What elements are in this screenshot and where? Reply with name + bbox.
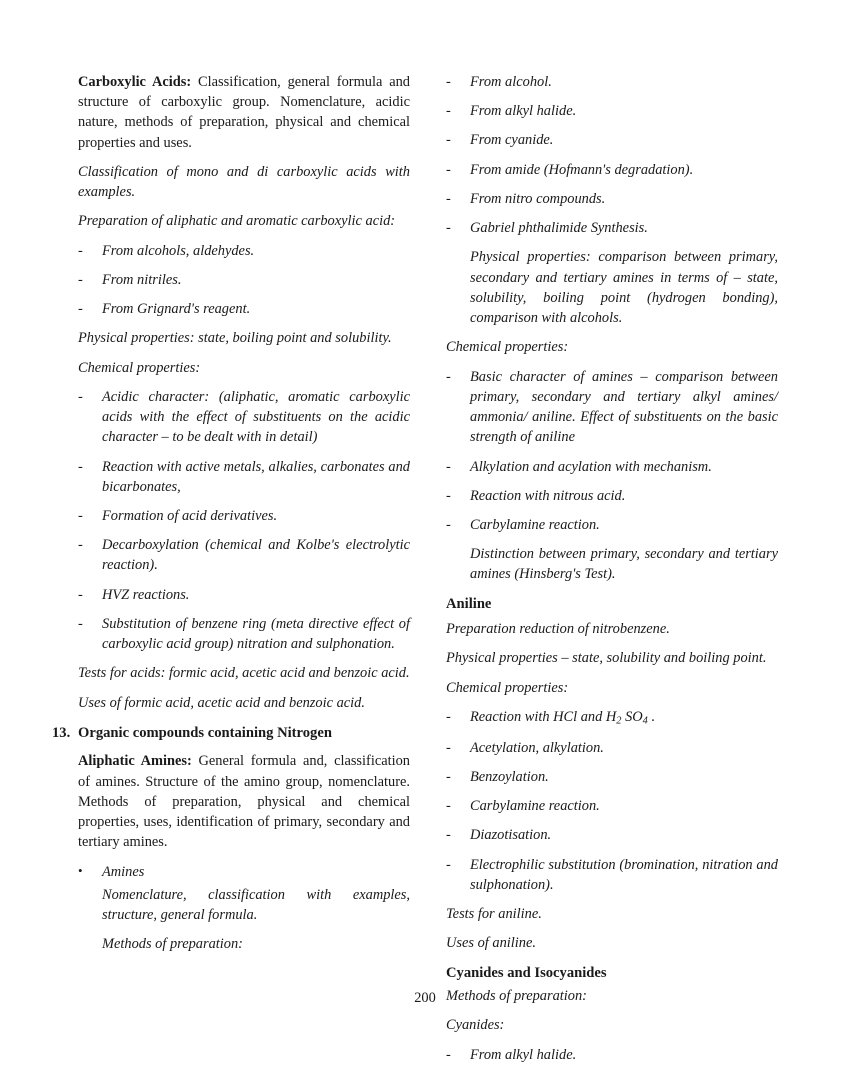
amines-distinction: Distinction between primary, secondary and tertiary amines (Hinsberg's Test). xyxy=(470,546,778,583)
cyanides-subheading: Cyanides: xyxy=(446,1017,505,1034)
list-item xyxy=(446,160,778,180)
dash-icon: - xyxy=(446,458,451,475)
section-13-heading xyxy=(52,723,410,744)
section-number: 13. xyxy=(52,724,71,741)
list-item xyxy=(446,738,778,758)
dash-icon: - xyxy=(78,586,83,603)
list-item-label: From Grignard's reagent. xyxy=(102,301,251,318)
page-number: 200 xyxy=(414,990,436,1006)
dash-icon: - xyxy=(446,190,451,207)
dash-icon: - xyxy=(446,708,451,725)
aliphatic-amines-body: General formula and, classification of amines. Structure of the amino group, nomenclature. Methods of preparation, physical and chemical properties, uses, identification of primary, secondary and tertiary amines. xyxy=(78,753,410,851)
dash-icon: - xyxy=(446,132,451,149)
list-item xyxy=(446,855,778,895)
list-item xyxy=(78,299,410,319)
list-item xyxy=(446,1045,778,1065)
dash-icon: - xyxy=(446,220,451,237)
list-item-label: Acidic character: (aliphatic, aromatic carboxylic acids with the effect of substituents on the acidic character – to be dealt with in detail) xyxy=(102,388,410,446)
carboxylic-preparation-header: Preparation of aliphatic and aromatic carboxylic acid: xyxy=(78,213,396,230)
list-item-label xyxy=(470,707,778,729)
list-item-label: From alcohol. xyxy=(470,74,552,90)
carboxylic-classification: Classification of mono and di carboxylic acids with examples. xyxy=(78,163,410,201)
left-column xyxy=(52,72,410,972)
list-item-label: Reaction with nitrous acid. xyxy=(470,487,626,504)
carboxylic-physical-properties: Physical properties: state, boiling point and solubility. xyxy=(78,330,392,347)
subscript-4: 4 xyxy=(642,715,648,727)
dash-icon: - xyxy=(446,516,451,533)
dash-icon: - xyxy=(78,507,83,524)
list-item xyxy=(446,101,778,121)
aliphatic-amines-intro xyxy=(78,751,410,852)
carboxylic-acids-body: Classification, general formula and structure of carboxylic group. Nomenclature, acidic nature, methods of preparation, physical and chemical properties and uses. xyxy=(78,74,410,151)
aniline-chemical-header: Chemical properties: xyxy=(446,679,569,696)
section-title: Organic compounds containing Nitrogen xyxy=(78,724,332,741)
right-column xyxy=(446,72,778,1063)
aliphatic-amines-title: Aliphatic Amines: xyxy=(78,753,192,770)
list-item-label: Formation of acid derivatives. xyxy=(102,507,278,524)
amines-methods-header-row xyxy=(78,934,410,954)
list-item xyxy=(78,457,410,497)
list-item xyxy=(446,767,778,787)
list-item xyxy=(446,457,778,477)
list-item-label: Gabriel phthalimide Synthesis. xyxy=(470,220,648,237)
list-item-label: From alkyl halide. xyxy=(470,1046,577,1063)
dash-icon: - xyxy=(446,798,451,815)
dash-icon: - xyxy=(446,487,451,504)
amines-physical-properties-row xyxy=(446,247,778,328)
list-item xyxy=(446,796,778,816)
dash-icon: - xyxy=(78,537,83,554)
list-item xyxy=(78,506,410,526)
dash-icon: - xyxy=(446,161,451,178)
carboxylic-acids-title: Carboxylic Acids: xyxy=(78,74,192,90)
dash-icon: - xyxy=(446,768,451,785)
list-item-label: From amide (Hofmann's degradation). xyxy=(470,161,694,178)
list-item xyxy=(446,189,778,209)
list-item-label: Carbylamine reaction. xyxy=(470,798,600,815)
dash-icon: - xyxy=(78,301,83,318)
list-item-label: Substitution of benzene ring (meta directive effect of carboxylic acid group) nitration and sulphonation. xyxy=(102,615,410,653)
list-item xyxy=(78,585,410,605)
list-item xyxy=(78,241,410,261)
list-item xyxy=(446,130,778,150)
amines-chemical-header: Chemical properties: xyxy=(446,339,569,356)
aniline-heading: Aniline xyxy=(446,595,492,612)
amines-sub-description xyxy=(78,885,410,925)
list-item xyxy=(446,72,778,92)
list-item-label: From cyanide. xyxy=(470,132,554,149)
amines-distinction-row xyxy=(446,544,778,584)
carboxylic-chemical-header: Chemical properties: xyxy=(78,359,201,376)
dash-icon: - xyxy=(78,388,83,405)
cyanides-heading: Cyanides and Isocyanides xyxy=(446,964,607,981)
amines-methods-header: Methods of preparation: xyxy=(102,936,243,953)
dash-icon: - xyxy=(446,1046,451,1063)
list-item xyxy=(78,270,410,290)
aniline-uses: Uses of aniline. xyxy=(446,935,536,952)
list-item-label: From nitriles. xyxy=(102,271,182,288)
amines-sub-text: Nomenclature, classification with examples, structure, general formula. xyxy=(102,886,410,923)
list-item-label: From alcohols, aldehydes. xyxy=(102,242,255,259)
amines-physical-properties: Physical properties: comparison between primary, secondary and tertiary amines in terms of – state, solubility, boiling point (hydrogen bonding), comparison with alcohols. xyxy=(470,249,778,327)
dash-icon: - xyxy=(446,827,451,844)
subscript-2: 2 xyxy=(616,715,622,727)
aniline-preparation: Preparation reduction of nitrobenzene. xyxy=(446,621,670,638)
so-text: SO xyxy=(621,708,643,725)
dash-icon: - xyxy=(446,739,451,756)
list-item xyxy=(446,825,778,845)
list-item-label: Benzoylation. xyxy=(470,768,549,785)
dash-icon: - xyxy=(78,271,83,288)
list-item-label: Carbylamine reaction. xyxy=(470,516,600,533)
carboxylic-acids-intro xyxy=(78,72,410,153)
dash-icon: - xyxy=(446,368,451,385)
dash-icon: - xyxy=(78,242,83,259)
list-item-label: Reaction with active metals, alkalies, carbonates and bicarbonates, xyxy=(102,458,410,495)
list-item xyxy=(446,707,778,729)
aniline-tests: Tests for aniline. xyxy=(446,906,542,923)
list-item-label: Acetylation, alkylation. xyxy=(470,739,604,756)
list-item-label: Diazotisation. xyxy=(470,827,552,844)
list-item-label: Electrophilic substitution (bromination, nitration and sulphonation). xyxy=(470,856,778,893)
dash-icon: - xyxy=(446,74,451,90)
list-item-label: Basic character of amines – comparison between primary, secondary and tertiary alkyl amines/ ammonia/ aniline. Effect of substituents on the basic strength of aniline xyxy=(470,368,778,446)
dash-icon: - xyxy=(78,458,83,475)
list-item-label: From nitro compounds. xyxy=(470,190,606,207)
carboxylic-uses: Uses of formic acid, acetic acid and benzoic acid. xyxy=(78,694,365,711)
dash-icon: - xyxy=(446,856,451,873)
hcl-text: Reaction with HCl and H xyxy=(470,708,617,725)
list-item-label: Amines xyxy=(102,863,145,880)
cyanides-methods-header: Methods of preparation: xyxy=(446,988,587,1005)
list-item-label: Alkylation and acylation with mechanism. xyxy=(470,458,712,475)
list-item xyxy=(78,535,410,575)
list-item-label: HVZ reactions. xyxy=(102,586,190,603)
dash-icon: - xyxy=(78,615,83,632)
list-item xyxy=(446,367,778,448)
list-item-label: From alkyl halide. xyxy=(470,103,577,120)
dash-icon: - xyxy=(446,103,451,120)
period-text: . xyxy=(647,708,656,725)
list-item xyxy=(446,486,778,506)
list-item-label: Decarboxylation (chemical and Kolbe's electrolytic reaction). xyxy=(102,537,410,574)
list-item xyxy=(446,515,778,535)
bullet-icon: • xyxy=(78,862,83,878)
list-item xyxy=(78,862,410,882)
aniline-physical-properties: Physical properties – state, solubility and boiling point. xyxy=(446,650,767,667)
list-item xyxy=(446,218,778,238)
list-item xyxy=(78,387,410,448)
carboxylic-tests: Tests for acids: formic acid, acetic acid and benzoic acid. xyxy=(78,665,410,682)
list-item xyxy=(78,614,410,654)
